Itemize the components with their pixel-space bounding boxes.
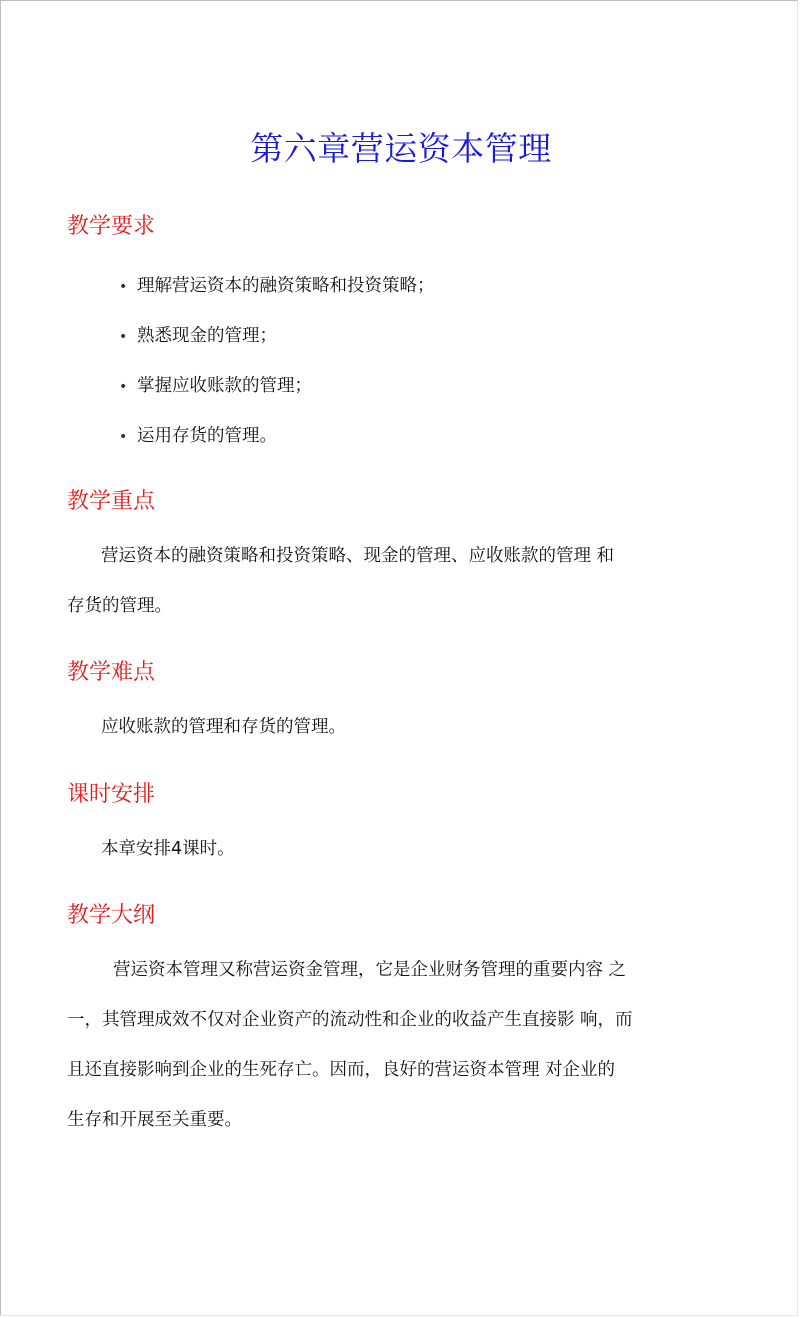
heading-teaching-requirements: 教学要求: [67, 214, 156, 239]
list-item: [119, 269, 435, 319]
bullet-icon: •: [119, 379, 128, 395]
heading-schedule: 课时安排: [67, 782, 156, 807]
list-item-text: 理解营运资本的融资策略和投资策略；: [137, 276, 435, 296]
paragraph-line: 一，其管理成效不仅对企业资产的流动性和企业的收益产生直接影 响，而: [67, 1010, 633, 1030]
bullet-icon: •: [119, 279, 128, 295]
difficulties-paragraph: [67, 702, 737, 752]
list-item-text: 熟悉现金的管理；: [137, 326, 277, 346]
paragraph-line: 且还直接影响到企业的生死存亡。因而，良好的营运资本管理 对企业的: [67, 1060, 616, 1080]
heading-difficulties: 教学难点: [67, 660, 156, 685]
bullet-icon: •: [119, 429, 128, 445]
list-item-text: 运用存货的管理。: [137, 426, 277, 446]
outline-paragraph: [67, 945, 737, 1145]
requirements-list: [119, 269, 435, 469]
paragraph-line: 营运资本管理又称营运资金管理，它是企业财务管理的重要内容 之: [113, 960, 627, 980]
heading-outline: 教学大纲: [67, 903, 156, 928]
list-item: [119, 369, 435, 419]
list-item: [119, 419, 435, 469]
paragraph-line: 生存和开展至关重要。: [67, 1110, 242, 1130]
paragraph-line: 本章安排4课时。: [101, 839, 235, 859]
list-item-text: 掌握应收账款的管理；: [137, 376, 312, 396]
paragraph-line: 应收账款的管理和存货的管理。: [101, 717, 346, 737]
paragraph-line: 营运资本的融资策略和投资策略、现金的管理、应收账款的管理 和: [101, 546, 615, 566]
bullet-icon: •: [119, 329, 128, 345]
document-title: 第六章营运资本管理: [250, 129, 552, 168]
list-item: [119, 319, 435, 369]
schedule-paragraph: [67, 824, 737, 874]
heading-key-points: 教学重点: [67, 489, 156, 514]
paragraph-line: 存货的管理。: [67, 596, 172, 616]
key-points-paragraph: [67, 531, 737, 631]
